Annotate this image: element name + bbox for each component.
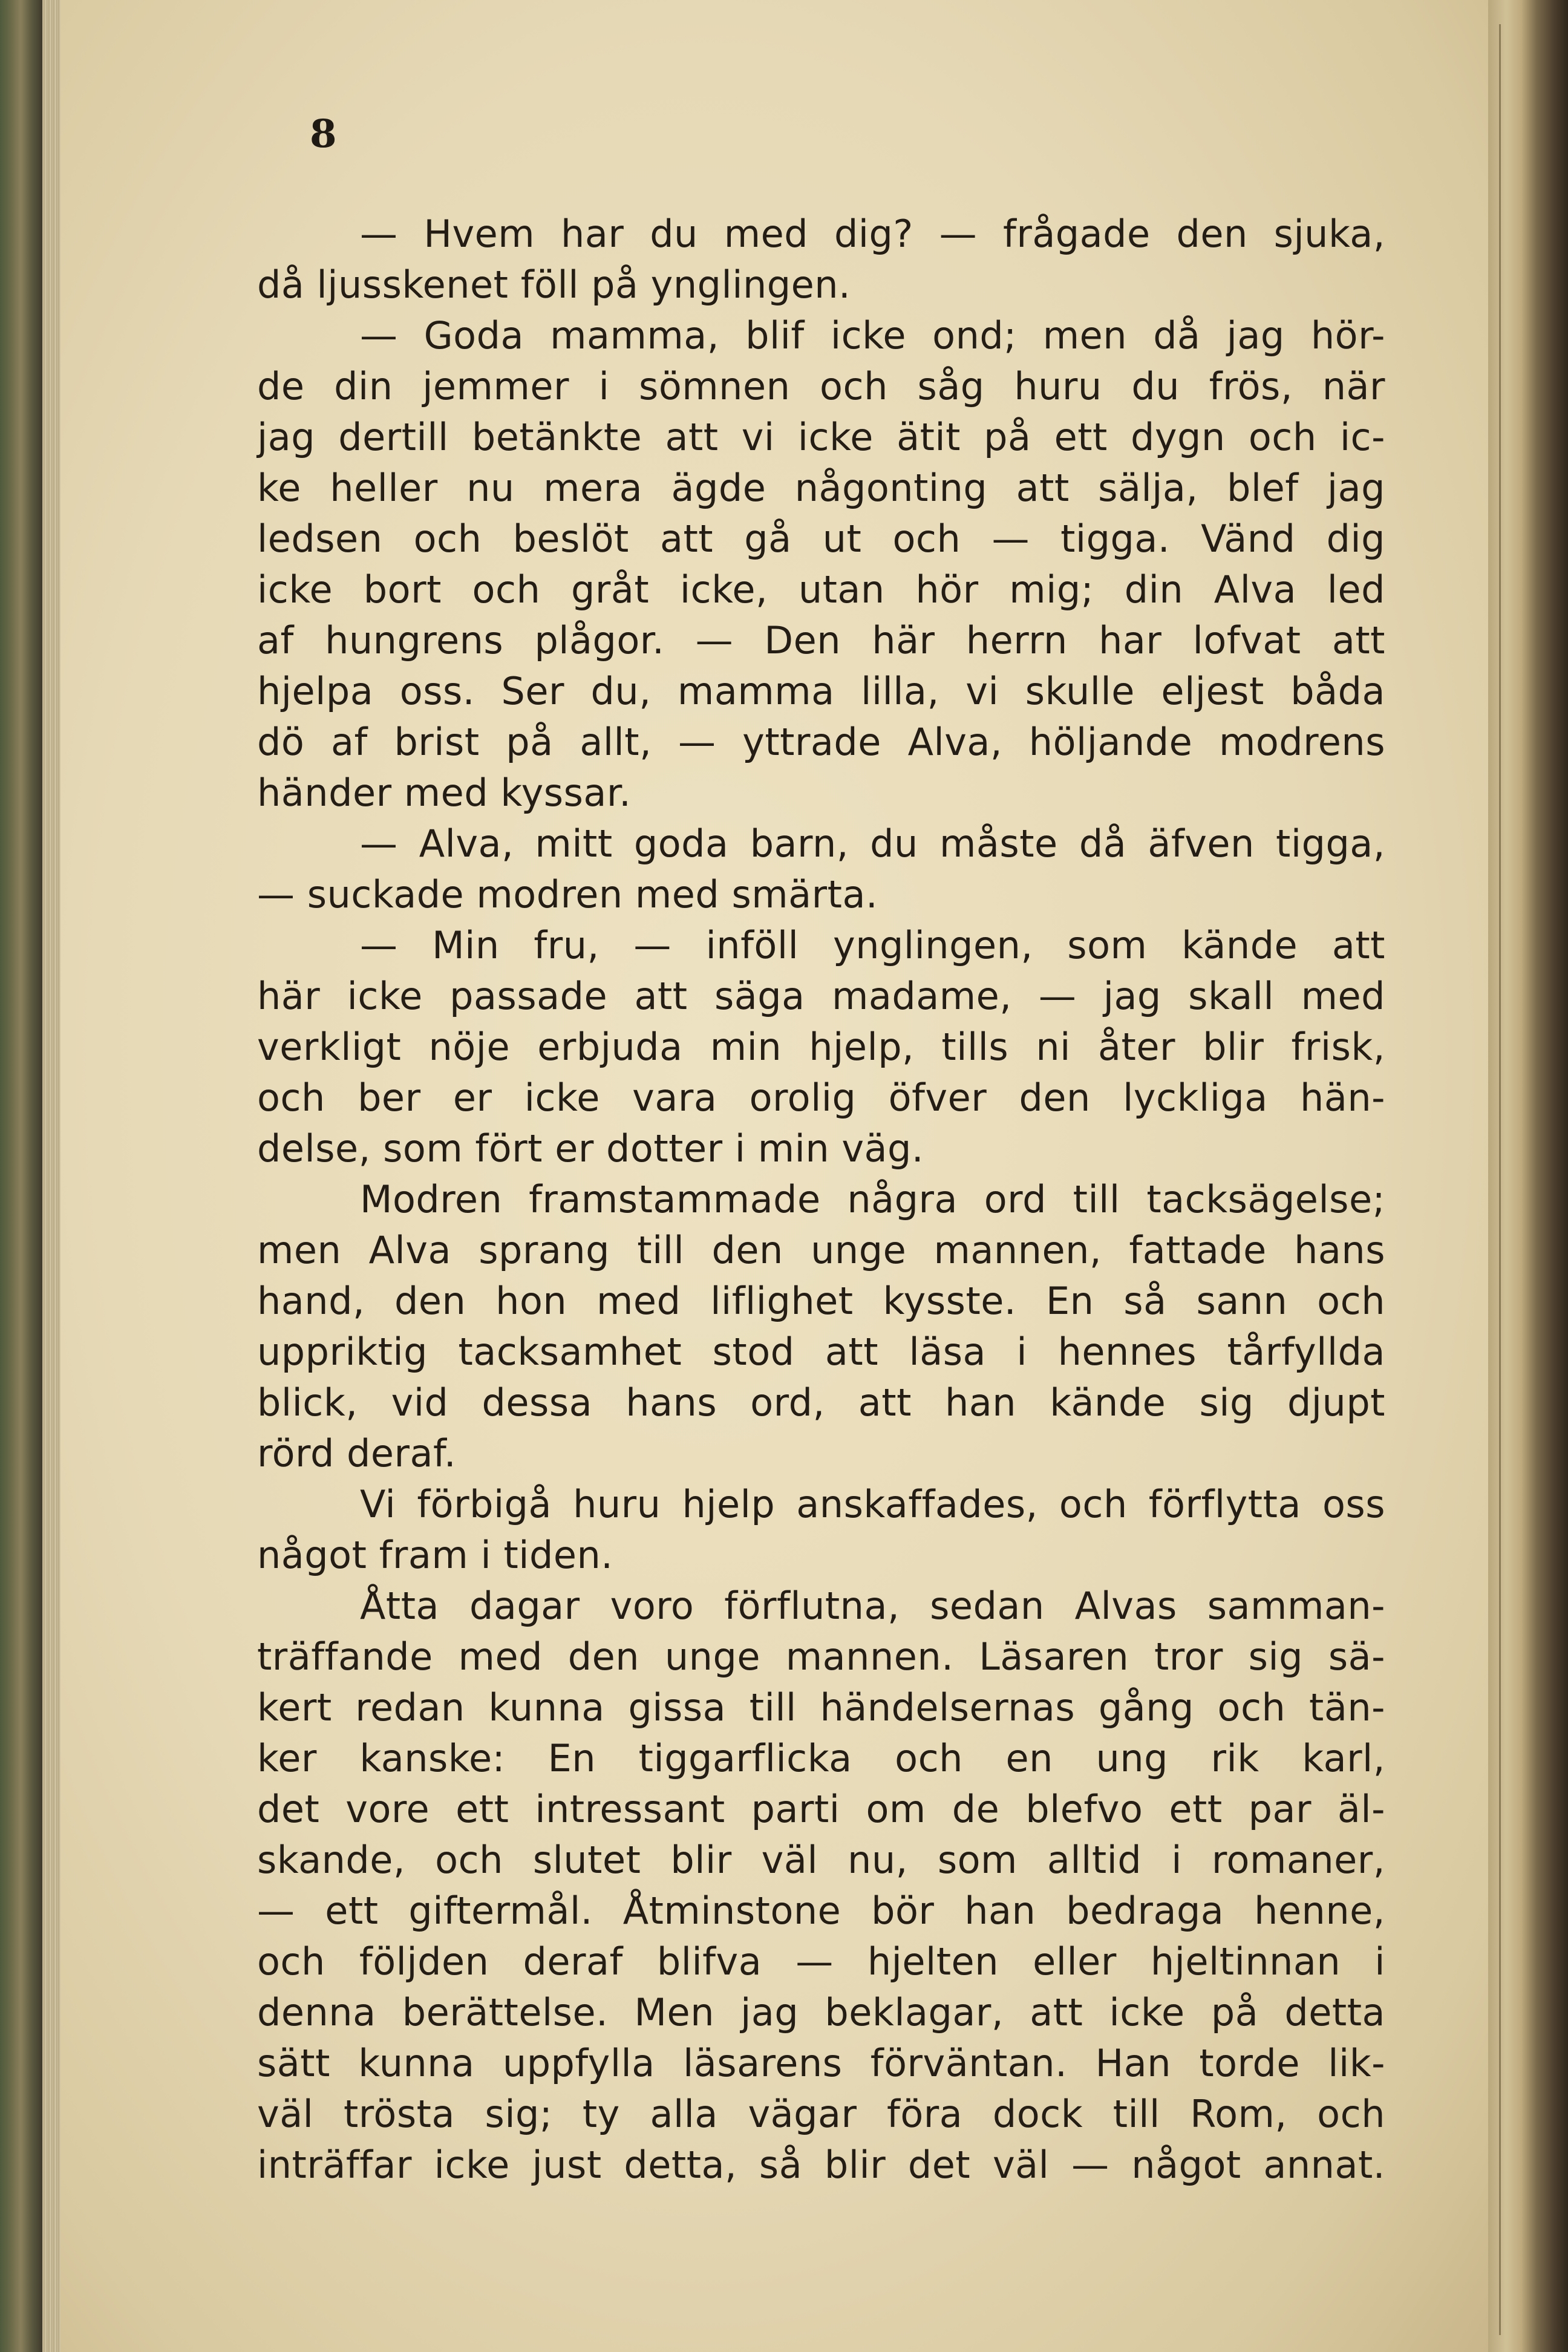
text-line: men Alva sprang till den unge mannen, fattade hans [257,1228,1385,1272]
text-line: ker kanske: En tiggarflicka och en ung rik karl, [257,1736,1385,1780]
text-line: och följden deraf blifva — hjelten eller hjeltinnan i [257,1939,1385,1984]
text-line: blick, vid dessa hans ord, att han kände sig djupt [257,1380,1385,1425]
text-line: delse, som fört er dotter i min väg. [257,1126,924,1171]
text-line: rörd deraf. [257,1431,457,1475]
text-line: uppriktig tacksamhet stod att läsa i hennes tårfyllda [257,1330,1385,1374]
text-line: det vore ett intressant parti om de blefvo ett par äl- [257,1787,1385,1831]
text-line: Modren framstammade några ord till tacksägelse; [360,1177,1385,1221]
text-line: — Min fru, — inföll ynglingen, som kände att [360,923,1385,967]
text-line: ledsen och beslöt att gå ut och — tigga. Vänd dig [257,517,1385,561]
body-text [257,209,1385,2190]
text-line: och ber er icke vara orolig öfver den lyckliga hän- [257,1076,1385,1120]
text-line: — Goda mamma, blif icke ond; men då jag hör- [360,313,1385,358]
text-line: — Alva, mitt goda barn, du måste då äfven tigga, [360,822,1385,866]
text-line: — suckade modren med smärta. [257,872,878,916]
text-line: Åtta dagar voro förflutna, sedan Alvas samman- [360,1584,1385,1628]
text-line: ke heller nu mera ägde någonting att sälja, blef jag [257,466,1385,510]
text-line: hand, den hon med liflighet kysste. En så sann och [257,1279,1385,1323]
text-line: skande, och slutet blir väl nu, som alltid i romaner, [257,1838,1385,1882]
text-line: af hungrens plågor. — Den här herrn har lofvat att [257,618,1385,662]
text-line: kert redan kunna gissa till händelsernas gång och tän- [257,1685,1385,1730]
text-line: träffande med den unge mannen. Läsaren tror sig sä- [257,1635,1385,1679]
book-binding [0,0,42,2352]
text-line: här icke passade att säga madame, — jag skall med [257,974,1385,1018]
text-line: då ljusskenet föll på ynglingen. [257,263,851,307]
text-line: inträffar icke just detta, så blir det väl — något annat. [257,2143,1385,2187]
text-line: — Hvem har du med dig? — frågade den sjuka, [360,212,1385,256]
text-line: jag dertill betänkte att vi icke ätit på ett dygn och ic- [257,415,1385,459]
gutter-line [1499,24,1501,2335]
text-line: de din jemmer i sömnen och såg huru du frös, när [257,364,1385,408]
text-line: icke bort och gråt icke, utan hör mig; din Alva led [257,567,1385,612]
text-line: verkligt nöje erbjuda min hjelp, tills ni åter blir frisk, [257,1025,1385,1069]
text-line: denna berättelse. Men jag beklagar, att icke på detta [257,1990,1385,2034]
text-line: — ett giftermål. Åtminstone bör han bedraga henne, [257,1889,1385,1933]
text-line: hjelpa oss. Ser du, mamma lilla, vi skulle eljest båda [257,669,1385,713]
text-line: sätt kunna uppfylla läsarens förväntan. Han torde lik- [257,2041,1385,2085]
text-line: dö af brist på allt, — yttrade Alva, höljande modrens [257,720,1385,764]
text-line: väl trösta sig; ty alla vägar föra dock till Rom, och [257,2092,1385,2136]
text-line: något fram i tiden. [257,1533,613,1577]
page-number: 8 [310,111,337,157]
text-line: händer med kyssar. [257,771,632,815]
text-line: Vi förbigå huru hjelp anskaffades, och förflytta oss [360,1482,1385,1526]
page-edges [42,0,60,2352]
